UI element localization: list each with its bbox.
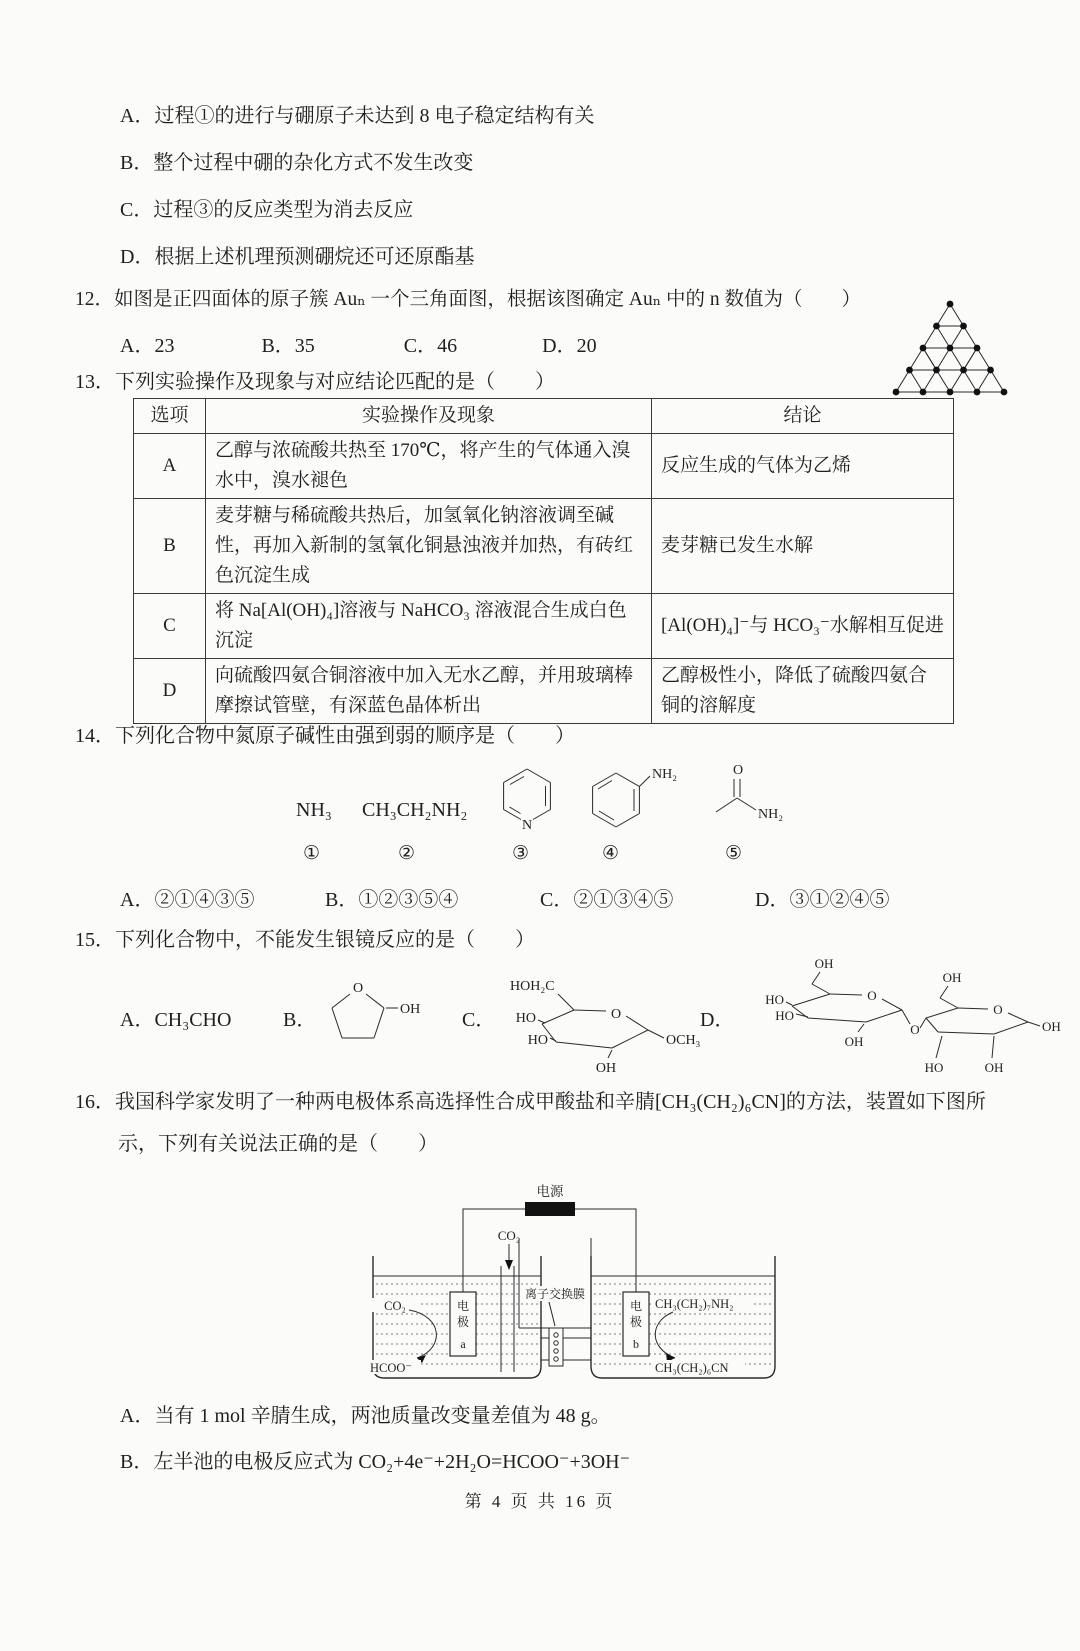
electrode-a-label: 极 bbox=[456, 1315, 470, 1329]
oh-bottom-right-label: OH bbox=[984, 1060, 1004, 1075]
q11-option-a bbox=[120, 104, 594, 128]
acetamide-structure bbox=[702, 756, 792, 838]
q12-stem: 12．如图是正四面体的原子簇 Auₙ 一个三角面图，根据该图确定 Auₙ 中的 n 数值为（ ） bbox=[75, 289, 862, 310]
q13-d-conclusion: 乙醇极性小，降低了硫酸四氨合铜的溶解度 bbox=[652, 659, 954, 724]
oh-bottom-label: OH bbox=[595, 1061, 617, 1076]
pyridine-n-label: N bbox=[521, 818, 533, 833]
aniline-nh2-label: NH₂ bbox=[652, 767, 678, 782]
q13-row-d bbox=[134, 659, 954, 724]
ho-bottom-label: HO bbox=[924, 1060, 944, 1075]
ch2oh-label: HOH₂C bbox=[510, 979, 555, 994]
q14-compound-2-number: ② bbox=[398, 843, 416, 864]
q16-electrolysis-diagram bbox=[343, 1180, 793, 1392]
q12-option-d: D．20 bbox=[542, 335, 597, 357]
q13-a-option: A bbox=[134, 434, 206, 499]
q11-option-d bbox=[120, 245, 474, 269]
option-text: 过程③的反应类型为消去反应 bbox=[153, 199, 414, 221]
membrane-pointer bbox=[549, 1302, 555, 1326]
q13-header-option: 选项 bbox=[134, 399, 206, 434]
q15-a-formula: CH₃CHO bbox=[154, 1009, 232, 1031]
q14-compound-4-number: ④ bbox=[602, 843, 620, 864]
pyridine-structure bbox=[497, 760, 557, 838]
acetamide-o-label: O bbox=[732, 763, 744, 778]
option-text: 根据上述机理预测硼烷还可还原酯基 bbox=[154, 246, 475, 268]
ring-o-right-label: O bbox=[993, 1002, 1003, 1017]
ho-upper-label: HO bbox=[765, 992, 784, 1007]
ring-o-label: O bbox=[610, 1007, 622, 1022]
q12-option-c: C．46 bbox=[403, 335, 458, 357]
q15-option-b-label: B． bbox=[283, 1009, 317, 1031]
electrode-b-label: 电 bbox=[629, 1299, 643, 1313]
q16-stem-line1: 16．我国科学家发明了一种两电极体系高选择性合成甲酸盐和辛腈[CH₃(CH₂)₆CN]的方法，装置如下图所 bbox=[75, 1091, 986, 1113]
q13-c-option: C bbox=[134, 594, 206, 659]
q14-stem: 14．下列化合物中氮原子碱性由强到弱的顺序是（ ） bbox=[75, 725, 575, 747]
option-label: A． bbox=[120, 105, 155, 127]
q11-option-b bbox=[120, 151, 473, 175]
q13-b-conclusion: 麦芽糖已发生水解 bbox=[652, 499, 954, 594]
electrode-a-label: a bbox=[460, 1337, 466, 1351]
q13-table bbox=[133, 398, 954, 724]
ring-o-left-label: O bbox=[867, 988, 877, 1003]
formate-product-label: HCOO⁻ bbox=[369, 1361, 413, 1375]
ho-lower-label: HO bbox=[775, 1008, 794, 1023]
q14-option-b: B．①②③⑤④ bbox=[325, 889, 459, 911]
right-reaction-arrow bbox=[655, 1312, 675, 1358]
ho-upper-label: HO bbox=[515, 1011, 536, 1026]
q15-stem: 15．下列化合物中，不能发生银镜反应的是（ ） bbox=[75, 929, 535, 951]
q14-compound-1-number: ① bbox=[303, 843, 321, 864]
q14-option-c: C．②①③④⑤ bbox=[540, 889, 674, 911]
electrode-a-label: 电 bbox=[456, 1299, 470, 1313]
oh-right-label: OH bbox=[1042, 1019, 1061, 1034]
q16-option-a: A．当有 1 mol 辛腈生成，两池质量改变量差值为 48 g。 bbox=[120, 1405, 611, 1427]
q11-option-c bbox=[120, 198, 413, 222]
q13-c-operation: 将 Na[Al(OH)₄]溶液与 NaHCO₃ 溶液混合生成白色沉淀 bbox=[206, 594, 652, 659]
wire-left bbox=[463, 1209, 525, 1295]
electrode-b-label: b bbox=[633, 1337, 639, 1351]
option-text: 过程①的进行与硼原子未达到 8 电子稳定结构有关 bbox=[154, 105, 595, 127]
oh-top-left-label: OH bbox=[814, 956, 834, 971]
q12-triangle-cluster-figure bbox=[888, 296, 1012, 400]
q13-header-row bbox=[134, 399, 954, 434]
acetamide-nh2-label: NH₂ bbox=[758, 807, 784, 822]
oh-label: OH bbox=[400, 1002, 421, 1017]
q13-row-c bbox=[134, 594, 954, 659]
option-label: C． bbox=[120, 199, 154, 221]
q12-option-a: A．23 bbox=[120, 335, 175, 357]
bridge-o-label: O bbox=[910, 1022, 920, 1037]
q14-option-a: A．②①④③⑤ bbox=[120, 889, 255, 911]
q14-compound-5-number: ⑤ bbox=[725, 843, 743, 864]
q14-compound-3-number: ③ bbox=[512, 843, 530, 864]
q13-b-option: B bbox=[134, 499, 206, 594]
q15-b-structure-hydroxytetrahydrofuran bbox=[316, 972, 421, 1057]
q13-a-operation: 乙醇与浓硫酸共热至 170℃，将产生的气体通入溴水中，溴水褪色 bbox=[206, 434, 652, 499]
q13-row-b bbox=[134, 499, 954, 594]
electrode-b-label: 极 bbox=[629, 1315, 643, 1329]
cluster-atoms bbox=[893, 301, 1008, 396]
q13-header-conclusion: 结论 bbox=[652, 399, 954, 434]
q16-stem-line2: 示，下列有关说法正确的是（ ） bbox=[118, 1133, 438, 1155]
q13-d-operation: 向硫酸四氨合铜溶液中加入无水乙醇，并用玻璃棒摩擦试管壁，有深蓝色晶体析出 bbox=[206, 659, 652, 724]
oh-bottom-left-label: OH bbox=[844, 1034, 864, 1049]
right-beaker bbox=[591, 1256, 775, 1378]
oh-top-right-label: OH bbox=[942, 970, 962, 985]
co2-feed-label: CO₂ bbox=[497, 1228, 521, 1243]
q15-option-c-label: C． bbox=[462, 1009, 496, 1031]
option-label: D． bbox=[120, 246, 155, 268]
q16-option-b: B．左半池的电极反应式为 CO₂+4e⁻+2H₂O=HCOO⁻+3OH⁻ bbox=[120, 1451, 631, 1473]
membrane-label: 离子交换膜 bbox=[524, 1287, 586, 1301]
co2-reactant-label: CO₂ bbox=[384, 1299, 406, 1313]
ho-lower-label: HO bbox=[527, 1033, 548, 1048]
q15-option-a: A．CH₃CHO bbox=[120, 1009, 232, 1031]
q15-d-structure-disaccharide bbox=[736, 950, 1066, 1080]
page-footer: 第 4 页 共 16 页 bbox=[464, 1492, 616, 1511]
q13-header-operation: 实验操作及现象 bbox=[206, 399, 652, 434]
option-text: 整个过程中硼的杂化方式不发生改变 bbox=[153, 152, 474, 174]
nitrile-product-label: CH₃(CH₂)₆CN bbox=[655, 1361, 729, 1375]
q15-c-structure-methyl-glucoside bbox=[498, 966, 708, 1076]
co2-arrow bbox=[505, 1260, 513, 1270]
ion-exchange-membrane bbox=[549, 1328, 563, 1366]
power-supply-box bbox=[525, 1202, 575, 1216]
q14-compound-2-formula: CH₃CH₂NH₂ bbox=[362, 799, 468, 821]
och3-label: OCH₃ bbox=[666, 1033, 701, 1048]
q14-compound-1-formula: NH₃ bbox=[296, 799, 332, 821]
q13-d-option: D bbox=[134, 659, 206, 724]
power-supply-label: 电源 bbox=[536, 1184, 564, 1199]
q12-options bbox=[120, 334, 597, 358]
q13-row-a bbox=[134, 434, 954, 499]
option-label: B． bbox=[120, 152, 154, 174]
aniline-structure bbox=[578, 758, 678, 838]
q15-option-d-label: D． bbox=[700, 1009, 735, 1031]
q13-stem: 13．下列实验操作及现象与对应结论匹配的是（ ） bbox=[75, 371, 555, 393]
q12-option-b: B．35 bbox=[261, 335, 315, 357]
q14-option-d: D．③①②④⑤ bbox=[755, 889, 890, 911]
amine-reactant-label: CH₃(CH₂)₇NH₂ bbox=[655, 1297, 734, 1311]
ring-o-label: O bbox=[352, 981, 364, 996]
q13-a-conclusion: 反应生成的气体为乙烯 bbox=[652, 434, 954, 499]
q13-b-operation: 麦芽糖与稀硫酸共热后，加氢氧化钠溶液调至碱性，再加入新制的氢氧化铜悬浊液并加热，有砖红色沉淀生成 bbox=[206, 499, 652, 594]
wire-right bbox=[575, 1209, 636, 1295]
q13-c-conclusion: [Al(OH)₄]⁻与 HCO₃⁻水解相互促进 bbox=[652, 594, 954, 659]
